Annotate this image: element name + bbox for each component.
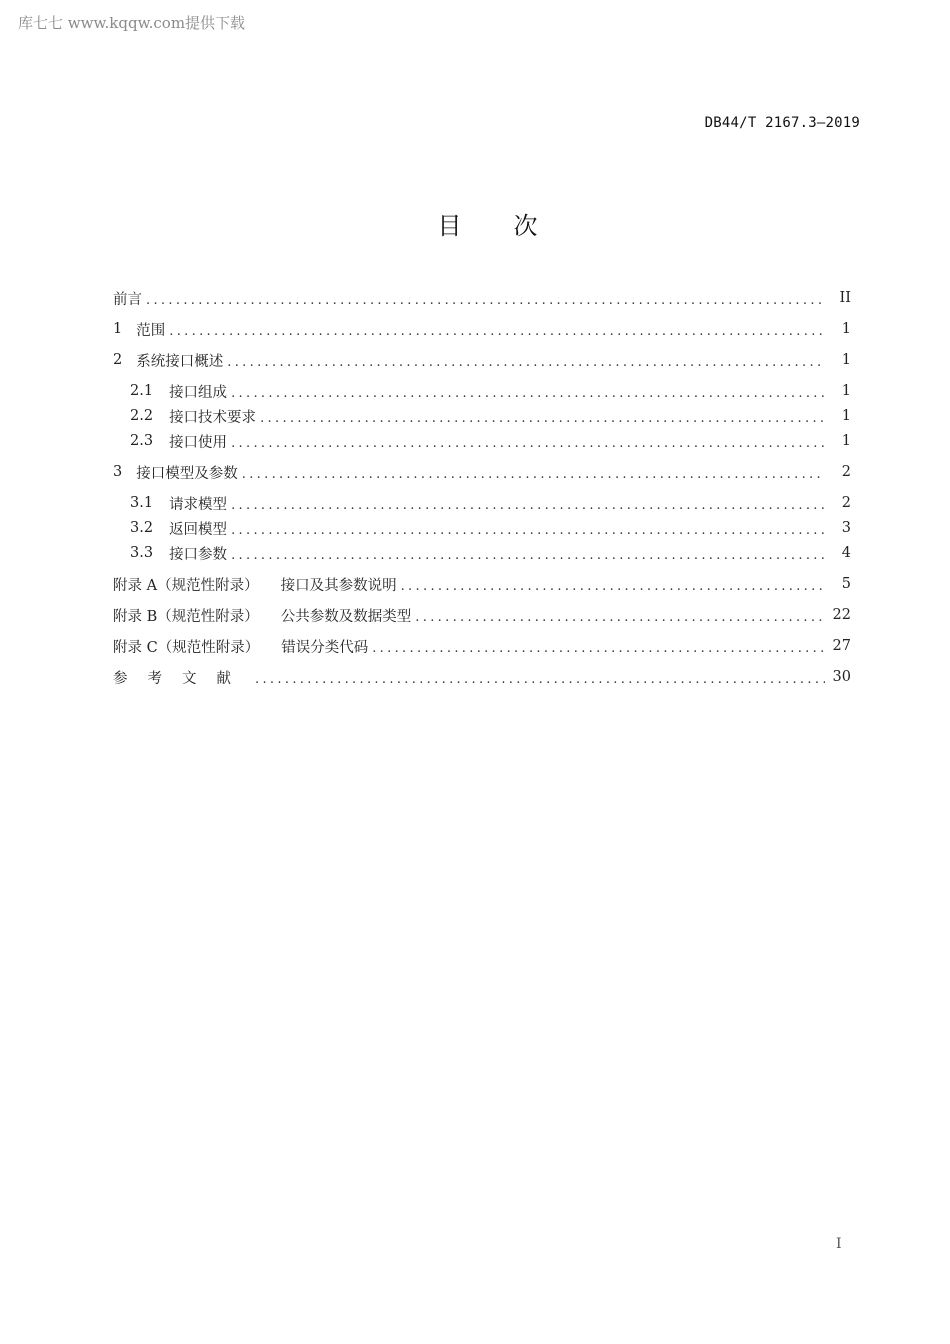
toc-entry-interface-overview[interactable] <box>113 349 851 371</box>
toc-entry-3-1[interactable] <box>130 492 851 514</box>
leader-dots <box>372 641 824 656</box>
leader-dots <box>231 548 825 563</box>
toc-entry-label: 公共参数及数据类型 <box>280 608 412 625</box>
leader-dots <box>169 324 825 339</box>
toc-entry-foreword[interactable] <box>113 287 851 309</box>
title-char-1: 目 <box>437 212 462 240</box>
toc-entry-page: 22 <box>832 607 851 623</box>
toc-entry-number: 1 <box>113 321 123 337</box>
toc-entry-number: 2.1 <box>130 383 154 399</box>
toc-entry-page: 4 <box>841 545 851 561</box>
toc-entry-label: 错误分类代码 <box>281 639 369 656</box>
watermark-text: 库七七 www.kqqw.com提供下载 <box>18 14 246 32</box>
leader-dots <box>415 610 824 625</box>
toc-entry-label: 接口及其参数说明 <box>280 577 397 594</box>
toc-annex-prefix: 附录 A（规范性附录） <box>113 577 259 594</box>
toc-entry-page: 1 <box>841 321 851 337</box>
toc-entry-annex-b[interactable] <box>113 604 851 626</box>
toc-entry-label: 接口技术要求 <box>169 409 257 426</box>
toc-entry-page: 1 <box>841 433 851 449</box>
toc-entry-label: 范围 <box>136 322 166 339</box>
leader-dots <box>231 386 825 401</box>
toc-entry-page: 2 <box>841 495 851 511</box>
leader-dots <box>231 498 825 513</box>
leader-dots <box>227 355 825 370</box>
toc-entry-label: 接口使用 <box>169 434 228 451</box>
toc-entry-label: 参考文献 <box>113 670 251 687</box>
title-char-2: 次 <box>513 212 538 240</box>
toc-entry-page: 30 <box>832 669 851 685</box>
toc-entry-label: 接口组成 <box>169 384 228 401</box>
leader-dots <box>146 293 825 308</box>
toc-entry-number: 2.3 <box>130 433 154 449</box>
leader-dots <box>231 523 825 538</box>
leader-dots <box>231 436 825 451</box>
toc-entry-number: 2.2 <box>130 408 154 424</box>
page-number: I <box>836 1236 842 1252</box>
toc-entry-annex-c[interactable] <box>113 635 851 657</box>
leader-dots <box>242 467 825 482</box>
leader-dots <box>255 672 825 687</box>
toc-entry-page: II <box>839 290 851 306</box>
toc-entry-label: 接口参数 <box>169 546 228 563</box>
page-title <box>0 206 950 241</box>
toc-entry-2-2[interactable] <box>130 405 851 427</box>
toc-annex-prefix: 附录 B（规范性附录） <box>113 608 259 625</box>
toc-entry-label: 接口模型及参数 <box>136 465 238 482</box>
toc-entry-label: 系统接口概述 <box>136 353 224 370</box>
toc-entry-number: 3.2 <box>130 520 154 536</box>
leader-dots <box>260 411 825 426</box>
toc-entry-page: 1 <box>841 408 851 424</box>
leader-dots <box>401 579 825 594</box>
toc-entry-number: 3 <box>113 464 123 480</box>
toc-entry-scope[interactable] <box>113 318 851 340</box>
toc-entry-page: 1 <box>841 352 851 368</box>
toc-entry-number: 3.1 <box>130 495 154 511</box>
toc-entry-label: 请求模型 <box>169 496 228 513</box>
toc-entry-2-3[interactable] <box>130 430 851 452</box>
toc-annex-prefix: 附录 C（规范性附录） <box>113 639 260 656</box>
toc-entry-2-1[interactable] <box>130 380 851 402</box>
toc-entry-page: 5 <box>841 576 851 592</box>
toc-entry-page: 1 <box>841 383 851 399</box>
standard-number: DB44/T 2167.3—2019 <box>704 115 860 131</box>
toc-entry-annex-a[interactable] <box>113 573 851 595</box>
toc-entry-references[interactable] <box>113 666 851 688</box>
toc-entry-number: 3.3 <box>130 545 154 561</box>
toc-entry-label: 前言 <box>113 291 142 308</box>
toc-entry-page: 27 <box>832 638 851 654</box>
toc-entry-label: 返回模型 <box>169 521 228 538</box>
toc-entry-interface-model[interactable] <box>113 461 851 483</box>
toc-entry-3-2[interactable] <box>130 517 851 539</box>
toc-entry-page: 3 <box>841 520 851 536</box>
toc-entry-number: 2 <box>113 352 123 368</box>
toc-entry-3-3[interactable] <box>130 542 851 564</box>
toc-entry-page: 2 <box>841 464 851 480</box>
